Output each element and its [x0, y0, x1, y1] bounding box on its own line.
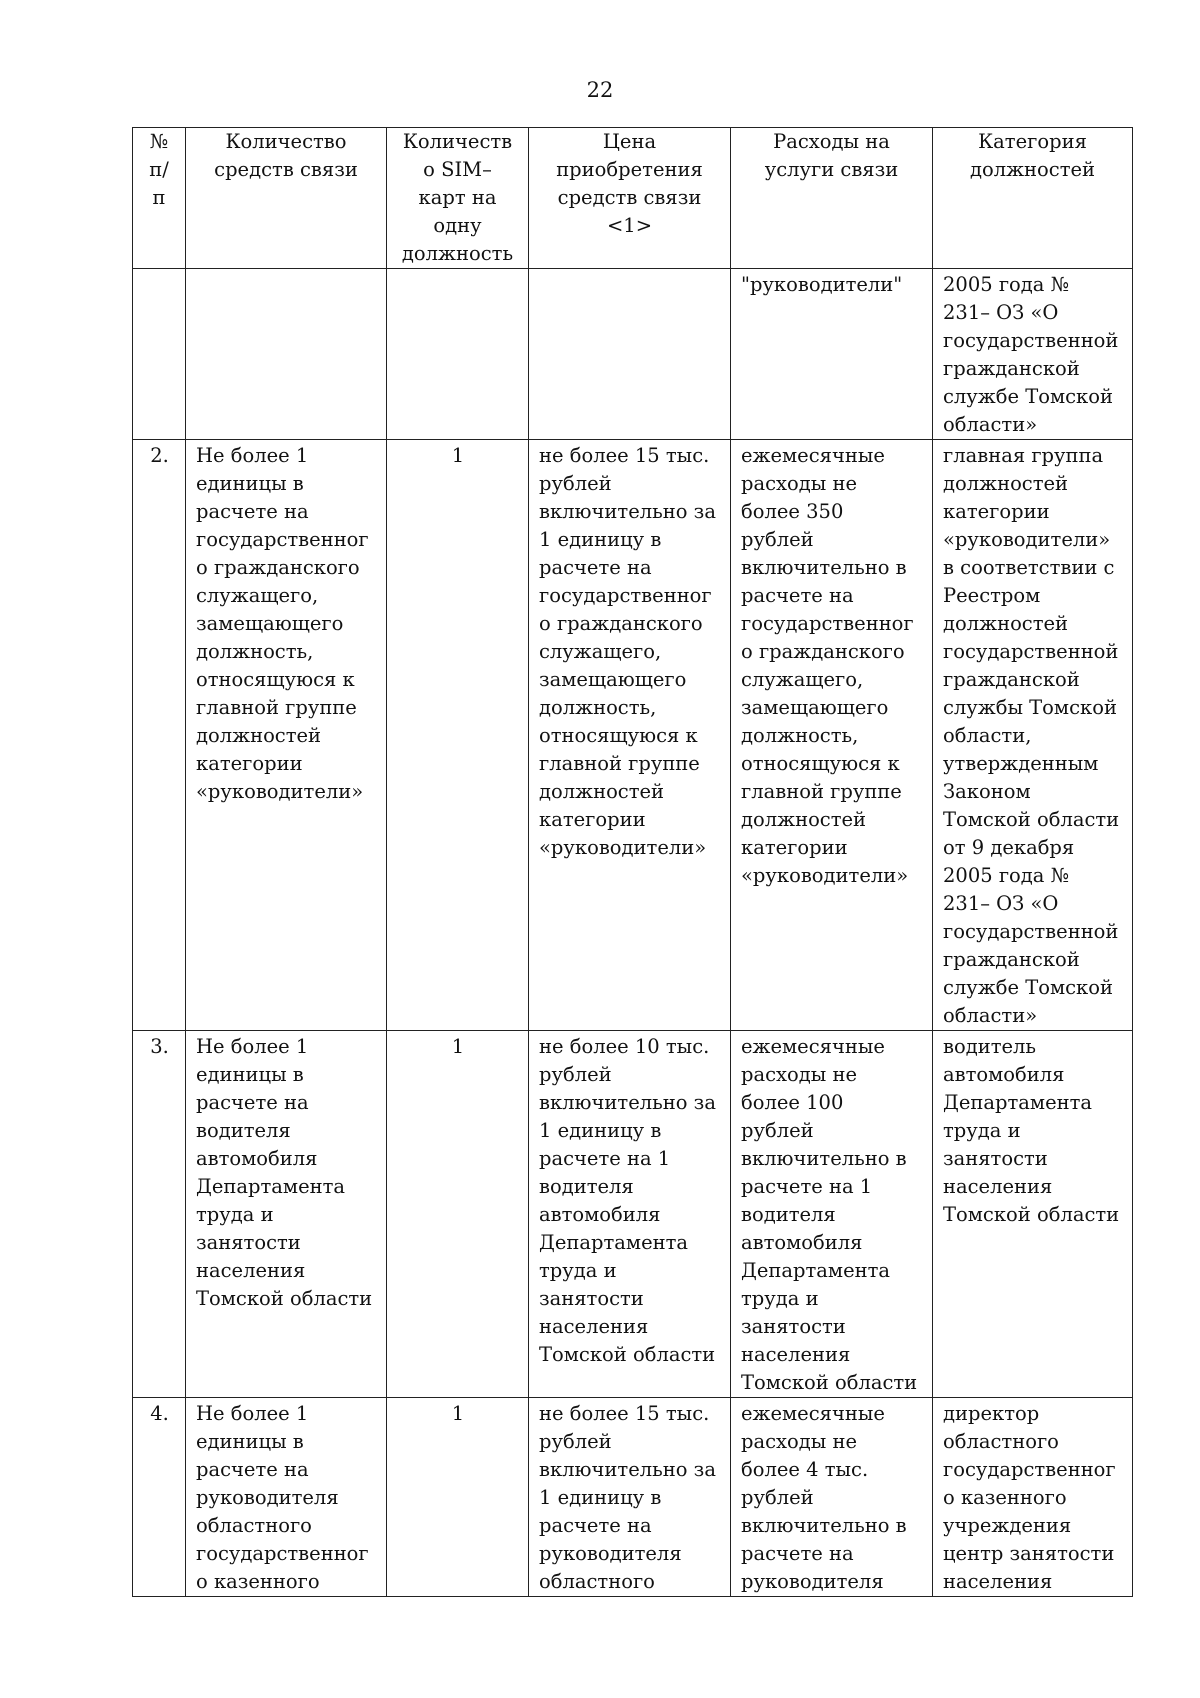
page-number: 22 — [586, 78, 614, 102]
cell-number: 2. — [133, 440, 186, 1031]
cell-expenses: ежемесячные расходы не более 100 рублей включительно в расчете на 1 водителя автомобиля Департамента труда и занятости населения Томской области — [731, 1031, 933, 1398]
header-category: Категория должностей — [933, 128, 1133, 269]
cell-category: директор областного государственног о казенного учреждения центр занятости населения — [933, 1398, 1133, 1597]
cell-number — [133, 269, 186, 440]
cell-number: 3. — [133, 1031, 186, 1398]
table-row — [133, 1398, 1133, 1597]
header-sim-count: Количеств о SIM– карт на одну должность — [387, 128, 529, 269]
header-number: № п/ п — [133, 128, 186, 269]
cell-price: не более 10 тыс. рублей включительно за 1 единицу в расчете на 1 водителя автомобиля Департамента труда и занятости населения Томской области — [529, 1031, 731, 1398]
cell-price: не более 15 тыс. рублей включительно за 1 единицу в расчете на руководителя областного — [529, 1398, 731, 1597]
table-row — [133, 440, 1133, 1031]
cell-category: 2005 года № 231– ОЗ «О государственной гражданской службе Томской области» — [933, 269, 1133, 440]
cell-category: водитель автомобиля Департамента труда и занятости населения Томской области — [933, 1031, 1133, 1398]
cell-price: не более 15 тыс. рублей включительно за 1 единицу в расчете на государственног о гражданского служащего, замещающего должность, относящуюся к главной группе должностей категории «руководители» — [529, 440, 731, 1031]
cell-sim: 1 — [387, 440, 529, 1031]
cell-expenses: ежемесячные расходы не более 4 тыс. рублей включительно в расчете на руководителя — [731, 1398, 933, 1597]
cell-means: Не более 1 единицы в расчете на руководителя областного государственног о казенного — [186, 1398, 387, 1597]
cell-means: Не более 1 единицы в расчете на водителя автомобиля Департамента труда и занятости населения Томской области — [186, 1031, 387, 1398]
cell-category: главная группа должностей категории «руководители» в соответствии с Реестром должностей государственной гражданской службы Томской области, утвержденным Законом Томской области от 9 декабря 2005 года № 231– ОЗ «О государственной гражданской службе Томской области» — [933, 440, 1133, 1031]
cell-number: 4. — [133, 1398, 186, 1597]
cell-expenses: "руководители" — [731, 269, 933, 440]
communications-norms-table — [132, 127, 1133, 1597]
cell-price — [529, 269, 731, 440]
header-price: Цена приобретения средств связи <1> — [529, 128, 731, 269]
table-header-row — [133, 128, 1133, 269]
table-row — [133, 1031, 1133, 1398]
cell-sim: 1 — [387, 1031, 529, 1398]
cell-sim: 1 — [387, 1398, 529, 1597]
header-means-count: Количество средств связи — [186, 128, 387, 269]
table-row — [133, 269, 1133, 440]
cell-means — [186, 269, 387, 440]
cell-sim — [387, 269, 529, 440]
header-expenses: Расходы на услуги связи — [731, 128, 933, 269]
cell-expenses: ежемесячные расходы не более 350 рублей включительно в расчете на государственног о гражданского служащего, замещающего должность, относящуюся к главной группе должностей категории «руководители» — [731, 440, 933, 1031]
cell-means: Не более 1 единицы в расчете на государственног о гражданского служащего, замещающего должность, относящуюся к главной группе должностей категории «руководители» — [186, 440, 387, 1031]
